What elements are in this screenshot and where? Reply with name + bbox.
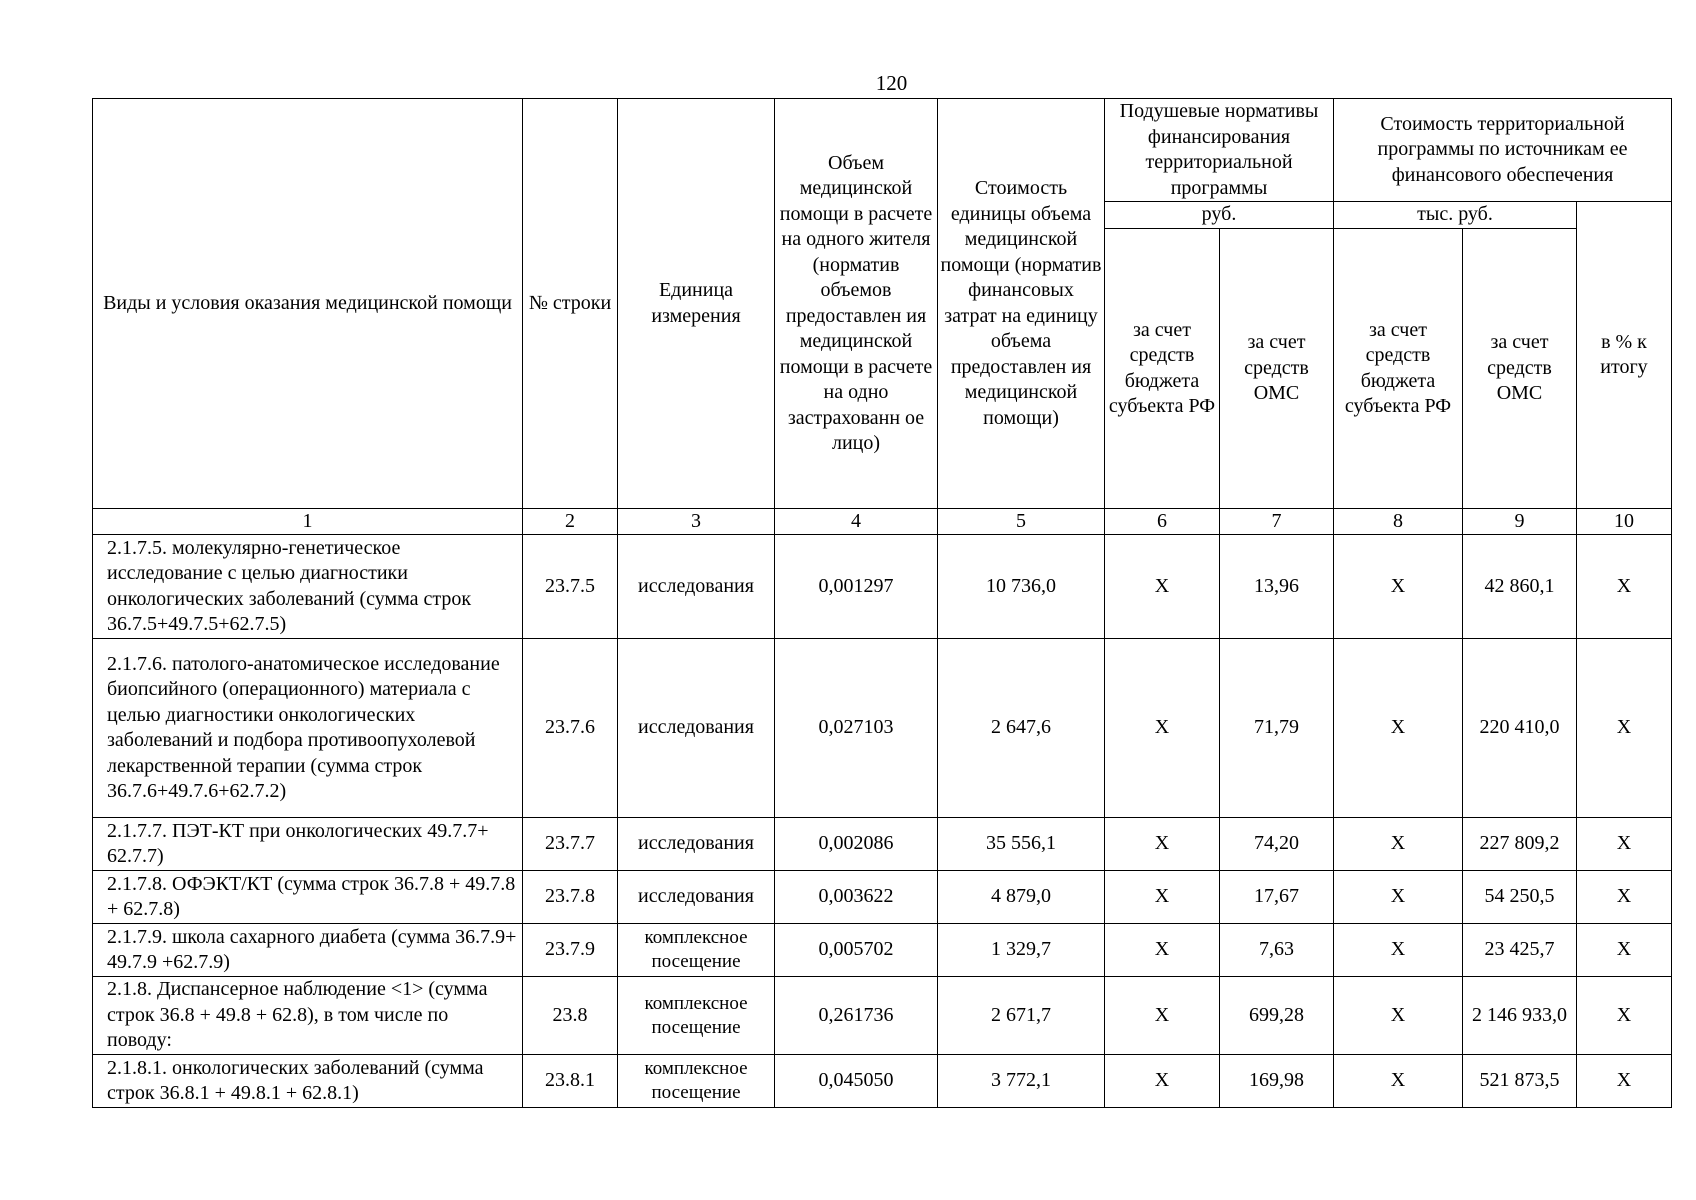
table-row [93, 818, 1672, 871]
header-percent-of-total: в % к итогу [1577, 202, 1672, 509]
row-unit-cost: 2 647,6 [938, 639, 1105, 818]
table-row [93, 639, 1672, 818]
row-percent: X [1577, 639, 1672, 818]
column-number: 4 [775, 509, 938, 535]
row-oms-thousand: 54 250,5 [1463, 871, 1577, 924]
row-line-number: 23.7.6 [523, 639, 618, 818]
row-oms-rub: 169,98 [1220, 1055, 1334, 1108]
row-name: 2.1.8. Диспансерное наблюдение <1> (сумма строк 36.8 + 49.8 + 62.8), в том числе по поводу: [93, 977, 523, 1055]
row-volume: 0,261736 [775, 977, 938, 1055]
row-percent: X [1577, 871, 1672, 924]
header-unit-cost: Стоимость единицы объема медицинской помощи (норматив финансовых затрат на единицу объема предоставлен ия медицинской помощи) [938, 99, 1105, 509]
row-unit: комплексное посещение [618, 1055, 775, 1108]
header-budget-thousand: за счет средств бюджета субъекта РФ [1334, 229, 1463, 509]
row-unit-cost: 4 879,0 [938, 871, 1105, 924]
row-budget-thousand: X [1334, 924, 1463, 977]
row-volume: 0,027103 [775, 639, 938, 818]
row-oms-rub: 699,28 [1220, 977, 1334, 1055]
column-number: 2 [523, 509, 618, 535]
row-oms-rub: 71,79 [1220, 639, 1334, 818]
financing-table [92, 98, 1672, 1108]
row-budget-rub: X [1105, 977, 1220, 1055]
row-budget-thousand: X [1334, 639, 1463, 818]
row-name: 2.1.8.1. онкологических заболеваний (сумма строк 36.8.1 + 49.8.1 + 62.8.1) [93, 1055, 523, 1108]
row-volume: 0,003622 [775, 871, 938, 924]
column-number: 9 [1463, 509, 1577, 535]
row-oms-thousand: 23 425,7 [1463, 924, 1577, 977]
header-unit: Единица измерения [618, 99, 775, 509]
row-line-number: 23.8.1 [523, 1055, 618, 1108]
row-budget-rub: X [1105, 818, 1220, 871]
row-percent: X [1577, 818, 1672, 871]
header-budget-rub: за счет средств бюджета субъекта РФ [1105, 229, 1220, 509]
row-budget-rub: X [1105, 871, 1220, 924]
row-unit: комплексное посещение [618, 977, 775, 1055]
row-budget-thousand: X [1334, 535, 1463, 639]
row-oms-thousand: 521 873,5 [1463, 1055, 1577, 1108]
column-number: 8 [1334, 509, 1463, 535]
page-number: 120 [875, 71, 908, 95]
row-line-number: 23.7.9 [523, 924, 618, 977]
column-number: 5 [938, 509, 1105, 535]
table-row [93, 977, 1672, 1055]
row-oms-thousand: 42 860,1 [1463, 535, 1577, 639]
row-unit: исследования [618, 871, 775, 924]
row-name: 2.1.7.6. патолого-анатомическое исследование биопсийного (операционного) материала с целью диагностики онкологических заболеваний и подбора противоопухолевой лекарственной терапии (сумма строк 36.7.6+49.7.6+62.7.2) [93, 639, 523, 818]
row-name: 2.1.7.5. молекулярно-генетическое исследование с целью диагностики онкологических заболеваний (сумма строк 36.7.5+49.7.5+62.7.5) [93, 535, 523, 639]
column-number: 1 [93, 509, 523, 535]
row-name: 2.1.7.8. ОФЭКТ/КТ (сумма строк 36.7.8 + 49.7.8 + 62.7.8) [93, 871, 523, 924]
row-unit-cost: 1 329,7 [938, 924, 1105, 977]
header-unit-thousand-rub: тыс. руб. [1334, 202, 1577, 229]
row-unit-cost: 10 736,0 [938, 535, 1105, 639]
row-unit-cost: 3 772,1 [938, 1055, 1105, 1108]
row-oms-rub: 7,63 [1220, 924, 1334, 977]
table-row [93, 871, 1672, 924]
header-volume: Объем медицинской помощи в расчете на одного жителя (норматив объемов предоставлен ия медицинской помощи в расчете на одно застрахованн ое лицо) [775, 99, 938, 509]
row-unit: исследования [618, 818, 775, 871]
row-oms-thousand: 2 146 933,0 [1463, 977, 1577, 1055]
row-oms-rub: 74,20 [1220, 818, 1334, 871]
row-unit-cost: 35 556,1 [938, 818, 1105, 871]
row-unit: исследования [618, 639, 775, 818]
header-per-capita-norms: Подушевые нормативы финансирования территориальной программы [1105, 99, 1334, 202]
row-percent: X [1577, 1055, 1672, 1108]
row-budget-thousand: X [1334, 871, 1463, 924]
row-line-number: 23.7.5 [523, 535, 618, 639]
row-volume: 0,002086 [775, 818, 938, 871]
row-percent: X [1577, 924, 1672, 977]
row-budget-rub: X [1105, 924, 1220, 977]
row-unit-cost: 2 671,7 [938, 977, 1105, 1055]
table-row [93, 535, 1672, 639]
row-percent: X [1577, 535, 1672, 639]
row-unit: исследования [618, 535, 775, 639]
row-budget-thousand: X [1334, 818, 1463, 871]
column-number: 7 [1220, 509, 1334, 535]
row-volume: 0,001297 [775, 535, 938, 639]
row-volume: 0,005702 [775, 924, 938, 977]
header-unit-rub: руб. [1105, 202, 1334, 229]
column-number: 6 [1105, 509, 1220, 535]
column-number: 3 [618, 509, 775, 535]
row-budget-thousand: X [1334, 1055, 1463, 1108]
row-budget-thousand: X [1334, 977, 1463, 1055]
header-line-number: № строки [523, 99, 618, 509]
row-oms-thousand: 220 410,0 [1463, 639, 1577, 818]
row-percent: X [1577, 977, 1672, 1055]
row-name: 2.1.7.9. школа сахарного диабета (сумма 36.7.9+ 49.7.9 +62.7.9) [93, 924, 523, 977]
row-unit: комплексное посещение [618, 924, 775, 977]
header-oms-rub: за счет средств ОМС [1220, 229, 1334, 509]
header-oms-thousand: за счет средств ОМС [1463, 229, 1577, 509]
row-budget-rub: X [1105, 1055, 1220, 1108]
row-line-number: 23.8 [523, 977, 618, 1055]
row-oms-rub: 13,96 [1220, 535, 1334, 639]
row-oms-rub: 17,67 [1220, 871, 1334, 924]
header-program-cost: Стоимость территориальной программы по источникам ее финансового обеспечения [1334, 99, 1672, 202]
column-number: 10 [1577, 509, 1672, 535]
row-budget-rub: X [1105, 535, 1220, 639]
table-row [93, 1055, 1672, 1108]
header-kind-of-care: Виды и условия оказания медицинской помощи [93, 99, 523, 509]
row-budget-rub: X [1105, 639, 1220, 818]
row-oms-thousand: 227 809,2 [1463, 818, 1577, 871]
row-volume: 0,045050 [775, 1055, 938, 1108]
table-row [93, 924, 1672, 977]
row-line-number: 23.7.7 [523, 818, 618, 871]
row-name: 2.1.7.7. ПЭТ-КТ при онкологических 49.7.7+ 62.7.7) [93, 818, 523, 871]
row-line-number: 23.7.8 [523, 871, 618, 924]
